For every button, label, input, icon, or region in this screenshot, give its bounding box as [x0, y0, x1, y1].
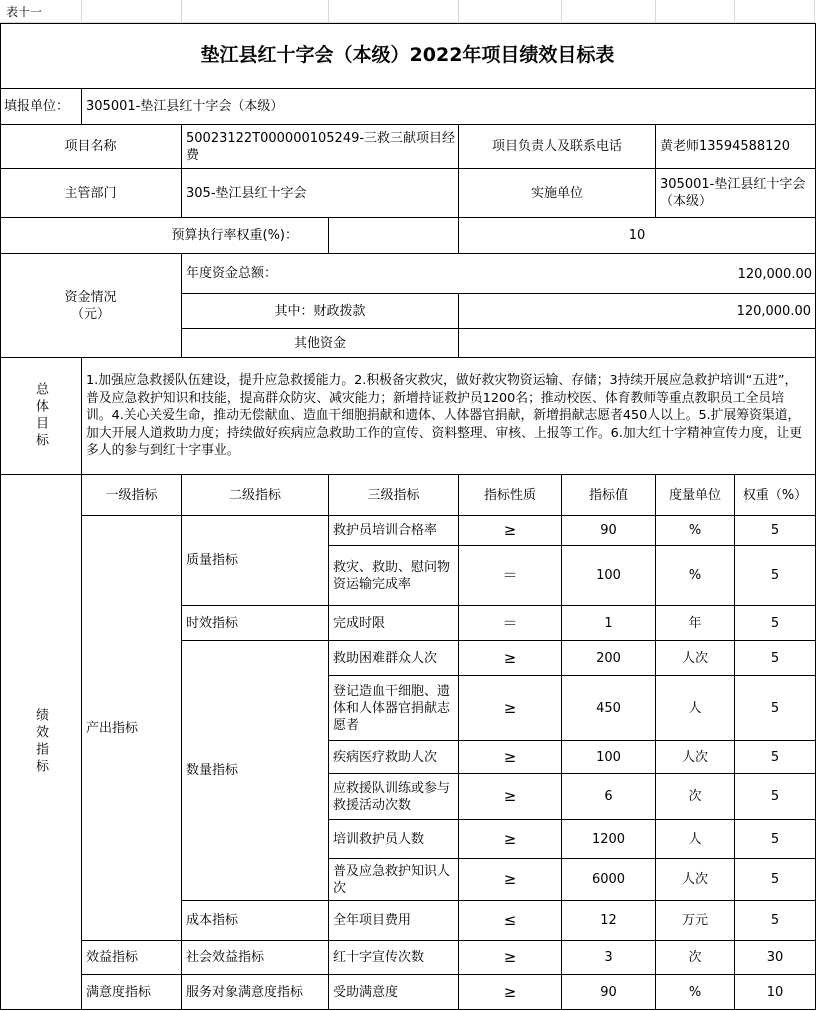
indicator-name: 培训救护员人数: [329, 820, 459, 859]
indicator-value: 6: [562, 774, 656, 820]
goal-label: 总体目标: [33, 382, 48, 450]
indicator-name: 救护员培训合格率: [329, 516, 459, 546]
indicator-operator: ≥: [459, 516, 562, 546]
header-level1: 一级指标: [82, 475, 182, 516]
indicator-weight: 5: [735, 820, 816, 859]
level1-satisfaction: 满意度指标: [82, 975, 182, 1010]
indicator-value: 90: [562, 516, 656, 546]
indicator-weight: 5: [735, 546, 816, 606]
header-weight: 权重（%）: [735, 475, 816, 516]
goal-label-cell: [0, 358, 82, 475]
indicator-operator: ≥: [459, 820, 562, 859]
indicator-weight: 5: [735, 606, 816, 641]
project-leader-value: 黄老师13594588120: [656, 125, 816, 169]
indicator-operator: ≥: [459, 641, 562, 676]
indicator-unit: %: [656, 975, 735, 1010]
project-name-label: 项目名称: [0, 125, 182, 169]
grid-cell: [329, 0, 459, 23]
indicator-weight: 5: [735, 676, 816, 741]
indicator-unit: %: [656, 516, 735, 546]
indicator-name: 普及应急救护知识人次: [329, 859, 459, 901]
header-value: 指标值: [562, 475, 656, 516]
header-unit: 度量单位: [656, 475, 735, 516]
indicator-unit: 人: [656, 820, 735, 859]
goal-text: 1.加强应急救援队伍建设，提升应急救援能力。2.积极备灾救灾，做好救灾物资运输、存储；3持续开展应急救护培训“五进”，普及应急救护知识和技能，提高群众防灾、减灾能力；新增持证救护员1200名；推动校医、体育教师等重点教职员工全员培训。4.关心关爱生命，推动无偿献血、造血干细胞捐献和遗体、人体器官捐献，新增捐献志愿者450人以上。5.扩展筹资渠道，加大开展人道救助力度；持续做好疾病应急救助工作的宣传、资料整理、审核、上报等工作。6.加大红十字精神宣传力度，让更多人的参与到红十字事业。: [82, 358, 816, 475]
indicators-label: 绩效指标: [33, 708, 48, 776]
grid-cell: [562, 0, 656, 23]
level2-quantity: 数量指标: [182, 641, 329, 901]
indicator-unit: 年: [656, 606, 735, 641]
grid-cell: [735, 0, 815, 23]
reporting-unit-label: 填报单位：: [0, 89, 82, 125]
indicator-value: 100: [562, 546, 656, 606]
funds-other-value: [459, 329, 816, 358]
indicator-value: 6000: [562, 859, 656, 901]
page-title: 垫江县红十字会（本级）2022年项目绩效目标表: [0, 23, 816, 89]
indicator-unit: 人: [656, 676, 735, 741]
indicator-value: 12: [562, 901, 656, 941]
indicator-operator: ≤: [459, 901, 562, 941]
indicator-weight: 5: [735, 774, 816, 820]
indicator-operator: ≥: [459, 859, 562, 901]
indicators-label-cell: [0, 475, 82, 1010]
indicator-name: 全年项目费用: [329, 901, 459, 941]
indicator-unit: 人次: [656, 741, 735, 774]
indicator-value: 450: [562, 676, 656, 741]
header-level2: 二级指标: [182, 475, 329, 516]
budget-weight-value: 10: [459, 218, 816, 254]
indicator-name: 完成时限: [329, 606, 459, 641]
indicator-weight: 10: [735, 975, 816, 1010]
indicator-unit: 人次: [656, 641, 735, 676]
budget-weight-label: 预算执行率权重(%)：: [0, 218, 329, 254]
indicator-operator: ≥: [459, 676, 562, 741]
indicator-operator: ≥: [459, 741, 562, 774]
reporting-unit-value: 305001-垫江县红十字会（本级）: [82, 89, 816, 125]
grid-cell: [82, 0, 182, 23]
indicator-weight: 5: [735, 859, 816, 901]
funds-total-value: 120,000.00: [737, 266, 812, 282]
level2-service-satisfaction: 服务对象满意度指标: [182, 975, 329, 1010]
grid-cell: [182, 0, 329, 23]
indicator-operator: ＝: [459, 546, 562, 606]
level1-benefit: 效益指标: [82, 941, 182, 975]
indicator-unit: 次: [656, 941, 735, 975]
indicator-operator: ≥: [459, 774, 562, 820]
level2-cost: 成本指标: [182, 901, 329, 941]
level2-timeliness: 时效指标: [182, 606, 329, 641]
level1-output: 产出指标: [82, 516, 182, 941]
grid-cell: [459, 0, 562, 23]
indicator-unit: 次: [656, 774, 735, 820]
header-nature: 指标性质: [459, 475, 562, 516]
indicator-name: 受助满意度: [329, 975, 459, 1010]
indicator-name: 红十字宣传次数: [329, 941, 459, 975]
funds-total-label: 年度资金总额：: [182, 254, 816, 294]
indicator-unit: 万元: [656, 901, 735, 941]
indicator-value: 3: [562, 941, 656, 975]
indicator-name: 登记造血干细胞、遗体和人体器官捐献志愿者: [329, 676, 459, 741]
funds-label: 资金情况 （元）: [0, 254, 182, 358]
dept-label: 主管部门: [0, 169, 182, 218]
funds-other-label: 其他资金: [182, 329, 459, 358]
indicator-unit: 人次: [656, 859, 735, 901]
indicator-operator: ≥: [459, 941, 562, 975]
indicator-unit: %: [656, 546, 735, 606]
indicator-name: 疾病医疗救助人次: [329, 741, 459, 774]
level2-quality: 质量指标: [182, 516, 329, 606]
indicator-name: 救助困难群众人次: [329, 641, 459, 676]
indicator-weight: 5: [735, 641, 816, 676]
budget-weight-spacer: [329, 218, 459, 254]
level2-social-benefit: 社会效益指标: [182, 941, 329, 975]
indicator-weight: 5: [735, 901, 816, 941]
indicator-name: 救灾、救助、慰问物资运输完成率: [329, 546, 459, 606]
dept-value: 305-垫江县红十字会: [182, 169, 459, 218]
indicator-weight: 5: [735, 516, 816, 546]
indicator-value: 200: [562, 641, 656, 676]
project-name-value: 50023122T000000105249-三救三献项目经费: [182, 125, 459, 169]
indicator-operator: ≥: [459, 975, 562, 1010]
impl-unit-value: 305001-垫江县红十字会（本级）: [656, 169, 816, 218]
impl-unit-label: 实施单位: [459, 169, 656, 218]
indicator-value: 100: [562, 741, 656, 774]
funds-fiscal-label: 其中：财政拨款: [182, 294, 459, 329]
project-leader-label: 项目负责人及联系电话: [459, 125, 656, 169]
indicator-value: 90: [562, 975, 656, 1010]
sheet-label: 表十一: [6, 5, 43, 19]
header-level3: 三级指标: [329, 475, 459, 516]
indicator-name: 应救援队训练或参与救援活动次数: [329, 774, 459, 820]
grid-cell: [656, 0, 735, 23]
indicator-value: 1200: [562, 820, 656, 859]
indicator-weight: 5: [735, 741, 816, 774]
funds-fiscal-value: 120,000.00: [459, 294, 816, 329]
indicator-weight: 30: [735, 941, 816, 975]
indicator-value: 1: [562, 606, 656, 641]
indicator-operator: ＝: [459, 606, 562, 641]
